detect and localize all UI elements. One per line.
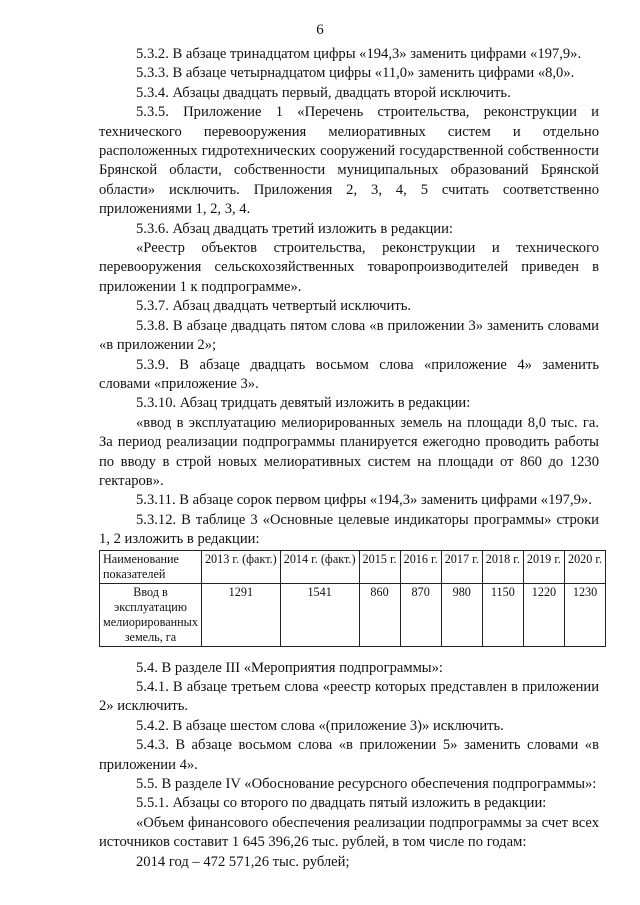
paragraph-5-5: 5.5. В разделе IV «Обоснование ресурсного обеспечения подпрограммы»: xyxy=(136,776,597,792)
table-cell: 1541 xyxy=(280,583,359,646)
paragraph-5-4-1: 5.4.1. В абзаце третьем слова «реестр которых представлен в приложении 2» исключить. xyxy=(99,678,599,715)
paragraph-5-3-4: 5.3.4. Абзацы двадцать первый, двадцать второй исключить. xyxy=(136,84,511,101)
table-cell: Ввод в эксплуатацию мелиорированных земель, га xyxy=(100,583,202,646)
table-header-cell: 2015 г. xyxy=(359,550,400,583)
paragraph-5-4: 5.4. В разделе III «Мероприятия подпрограммы»: xyxy=(136,659,443,676)
paragraph-5-3-6: 5.3.6. Абзац двадцать третий изложить в редакции: xyxy=(136,220,453,237)
table-header-cell: 2013 г. (факт.) xyxy=(201,550,280,583)
table-cell: 1230 xyxy=(564,583,605,646)
table-header-cell: 2020 г. xyxy=(564,550,605,583)
paragraph-5-3-5: 5.3.5. Приложение 1 «Перечень строительства, реконструкции и технического перевооружения мелиоративных систем и отдельно расположенных гидротехнических сооружений государственной собственности Брянской области, собственности муниципальных образований Брянской области» исключить. Приложения 2, 3, 4, 5 считать соответственно приложениями 1, 2, 3, 4. xyxy=(99,104,599,218)
paragraph-5-3-9: 5.3.9. В абзаце двадцать восьмом слова «приложение 4» заменить словами «приложение 3». xyxy=(99,356,599,392)
paragraph-5-3-12: 5.3.12. В таблице 3 «Основные целевые индикаторы программы» строки 1, 2 изложить в редакции: xyxy=(99,511,599,548)
table-header-cell: 2019 г. xyxy=(523,550,564,583)
table-cell: 1291 xyxy=(201,583,280,646)
table-cell: 980 xyxy=(441,583,482,646)
paragraph-quote-commissioning: «ввод в эксплуатацию мелиорированных земель на площади 8,0 тыс. га. За период реализации подпрограммы планируется ежегодно проводить работы по вводу в строй новых мелиоративных систем на площади от 860 до 1230 гектаров». xyxy=(99,414,599,489)
page-number: 6 xyxy=(316,22,324,38)
paragraph-5-4-3: 5.4.3. В абзаце восьмом слова «в приложении 5» заменить словами «в приложении 4». xyxy=(99,737,599,773)
paragraph-quote-financing: «Объем финансового обеспечения реализации подпрограммы за счет всех источников составит 1 645 396,26 тыс. рублей, в том числе по годам: xyxy=(99,814,599,851)
table-cell: 1220 xyxy=(523,583,564,646)
table-header-cell: Наименование показателей xyxy=(100,550,202,583)
table-header-cell: 2018 г. xyxy=(482,550,523,583)
document-body xyxy=(99,45,603,872)
paragraph-5-3-11: 5.3.11. В абзаце сорок первом цифры «194,3» заменить цифрами «197,9». xyxy=(136,492,592,509)
paragraph-5-3-10: 5.3.10. Абзац тридцать девятый изложить в редакции: xyxy=(136,395,471,412)
table-row xyxy=(100,583,606,646)
paragraph-5-3-8: 5.3.8. В абзаце двадцать пятом слова «в приложении 3» заменить словами «в приложении 2»; xyxy=(99,317,599,354)
table-header-cell: 2017 г. xyxy=(441,550,482,583)
table-cell: 860 xyxy=(359,583,400,646)
table-header-row xyxy=(100,550,606,583)
table-cell: 1150 xyxy=(482,583,523,646)
table-header-cell: 2016 г. xyxy=(400,550,441,583)
paragraph-5-3-3: 5.3.3. В абзаце четырнадцатом цифры «11,0» заменить цифрами «8,0». xyxy=(136,65,575,82)
paragraph-5-5-1: 5.5.1. Абзацы со второго по двадцать пятый изложить в редакции: xyxy=(136,795,547,812)
paragraph-5-3-7: 5.3.7. Абзац двадцать четвертый исключить. xyxy=(136,298,412,315)
paragraph-5-3-2: 5.3.2. В абзаце тринадцатом цифры «194,3» заменить цифрами «197,9». xyxy=(136,46,582,62)
table-header-cell: 2014 г. (факт.) xyxy=(280,550,359,583)
paragraph-year-2014: 2014 год – 472 571,26 тыс. рублей; xyxy=(136,853,350,870)
paragraph-5-4-2: 5.4.2. В абзаце шестом слова «(приложение 3)» исключить. xyxy=(136,717,504,734)
paragraph-quote-registry: «Реестр объектов строительства, реконструкции и технического перевооружения сельскохозяйственных товаропроизводителей приведен в приложении 1 к подпрограмме». xyxy=(99,240,599,295)
indicators-table xyxy=(99,550,606,647)
table-cell: 870 xyxy=(400,583,441,646)
